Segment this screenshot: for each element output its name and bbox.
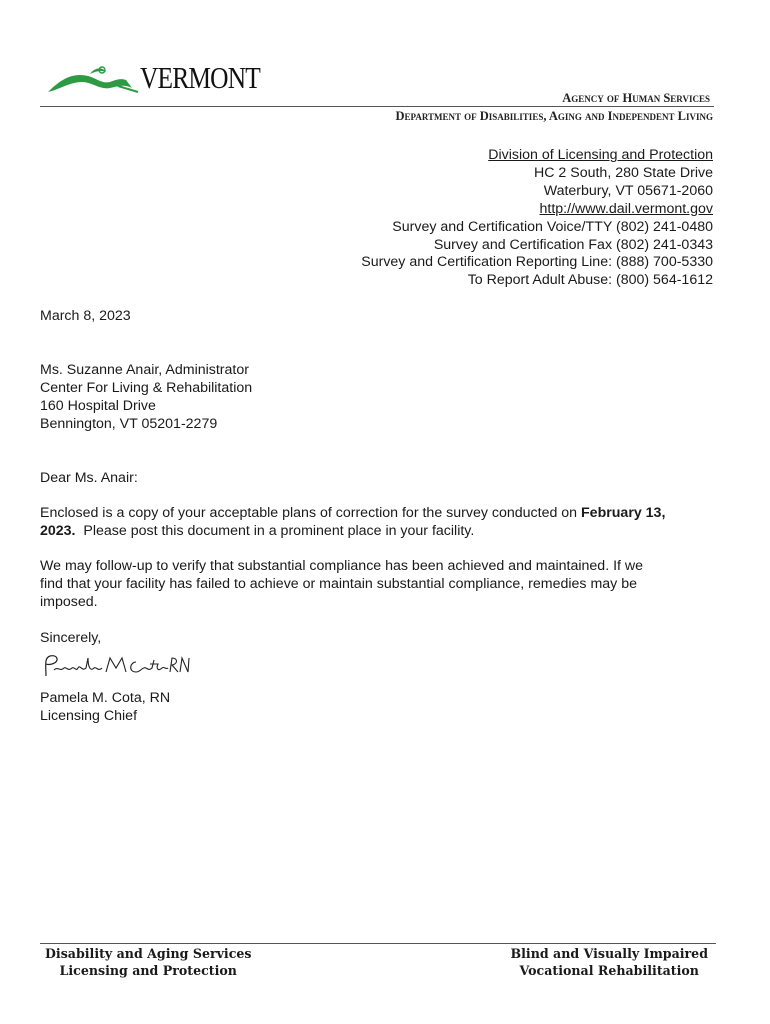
recipient-line: Bennington, VT 05201-2279 bbox=[40, 415, 218, 432]
recipient-line: 160 Hospital Drive bbox=[40, 397, 156, 414]
signer-block bbox=[40, 690, 720, 726]
recipient-line: Ms. Suzanne Anair, Administrator bbox=[40, 362, 249, 378]
footer-left bbox=[45, 945, 251, 979]
street-address: HC 2 South, 280 State Drive bbox=[533, 164, 713, 181]
handwritten-signature-icon bbox=[40, 650, 190, 682]
recipient-block bbox=[40, 362, 720, 434]
fax-number: Survey and Certification Fax (802) 241-0343 bbox=[433, 236, 713, 253]
closing: Sincerely, bbox=[40, 630, 102, 646]
agency-name: Agency of Human Services bbox=[562, 91, 710, 105]
letter-date: March 8, 2023 bbox=[40, 308, 131, 324]
abuse-line: To Report Adult Abuse: (800) 564-1612 bbox=[467, 272, 713, 289]
paragraph-line bbox=[40, 505, 720, 523]
signature-image bbox=[40, 650, 190, 687]
recipient-line: Center For Living & Rehabilitation bbox=[40, 379, 253, 396]
paragraph-line bbox=[40, 523, 720, 541]
department-name: Department of Disabilities, Aging and Independent Living bbox=[395, 109, 713, 123]
survey-date-bold: February 13, bbox=[581, 505, 666, 521]
division-name: Division of Licensing and Protection bbox=[488, 147, 713, 163]
paragraph-line: find that your facility has failed to achieve or maintain substantial compliance, remedies may be bbox=[40, 575, 637, 592]
website-link[interactable]: http://www.dail.vermont.gov bbox=[539, 200, 713, 217]
address-block bbox=[361, 147, 713, 290]
header-rule bbox=[40, 106, 714, 107]
p1-text: Enclosed is a copy of your acceptable plans of correction for the survey conducted on bbox=[40, 505, 582, 521]
footer-line: Disability and Aging Services bbox=[45, 946, 252, 961]
footer-line: Vocational Rehabilitation bbox=[519, 963, 699, 978]
paragraph-2 bbox=[40, 558, 720, 612]
paragraph-line: imposed. bbox=[40, 593, 98, 610]
p1-text-2: Please post this document in a prominent place in your facility. bbox=[75, 522, 475, 539]
signer-name: Pamela M. Cota, RN bbox=[40, 690, 171, 706]
city-address: Waterbury, VT 05671-2060 bbox=[543, 182, 713, 199]
signer-title: Licensing Chief bbox=[40, 707, 138, 724]
logo-wordmark: VERMONT bbox=[140, 60, 260, 95]
footer-line: Licensing and Protection bbox=[59, 963, 237, 978]
footer-line: Blind and Visually Impaired bbox=[510, 946, 708, 961]
voice-phone: Survey and Certification Voice/TTY (802) 241-0480 bbox=[392, 218, 713, 235]
footer-rule bbox=[40, 943, 716, 944]
mountain-logo-icon bbox=[46, 62, 146, 98]
vermont-logo bbox=[46, 60, 286, 100]
paragraph-line: We may follow-up to verify that substantial compliance has been achieved and maintained. If we bbox=[40, 558, 644, 574]
paragraph-1 bbox=[40, 505, 720, 541]
salutation: Dear Ms. Anair: bbox=[40, 470, 138, 486]
survey-year-bold: 2023. bbox=[40, 522, 76, 539]
reporting-line: Survey and Certification Reporting Line: (888) 700-5330 bbox=[361, 254, 713, 271]
footer-right bbox=[511, 945, 709, 979]
